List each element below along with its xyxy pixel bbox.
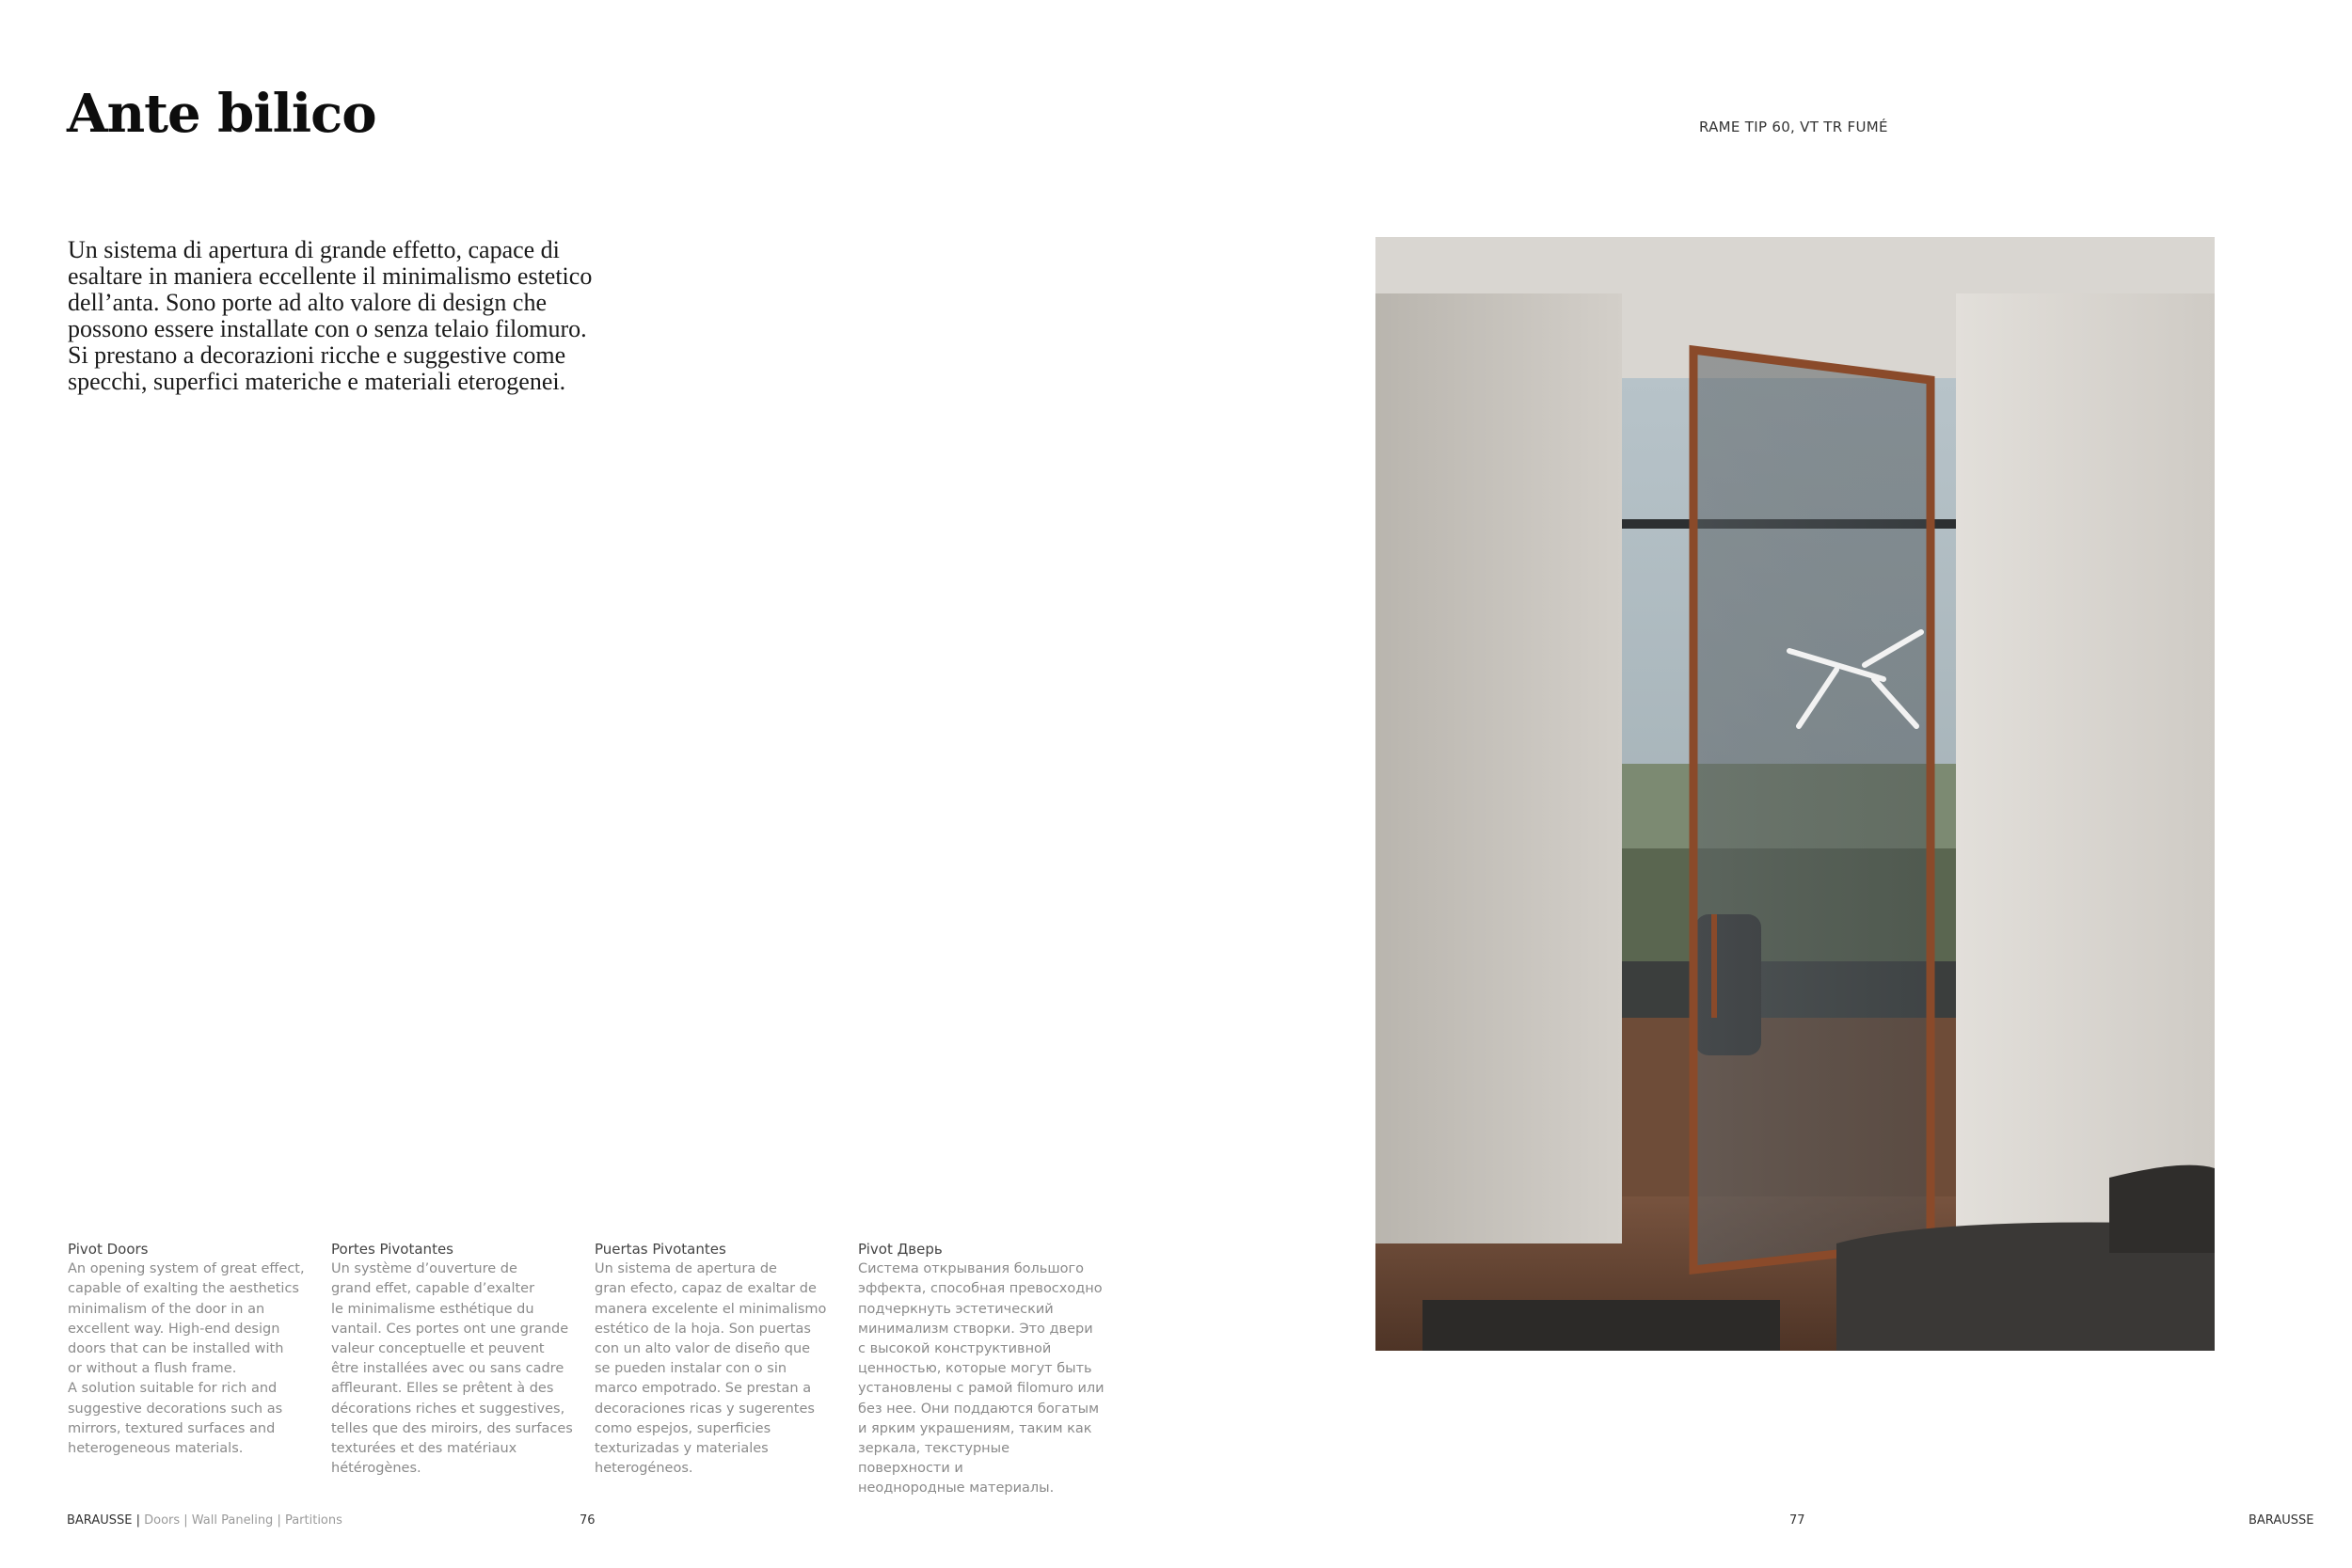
coffee-table: [1422, 1300, 1780, 1351]
column-body: Система открывания большого эффекта, способная превосходно подчеркнуть эстетический минимализм створки. Это двери с высокой конструктивной ценностью, которые могут быть установлены с рамой filomuro или без нее. Они поддаются богатым и ярким украшениям, таким как зеркала, текстурные поверхности и неоднородные материалы.: [858, 1261, 1104, 1497]
translation-column-es: [595, 1240, 841, 1479]
footer-brand: BARAUSSE: [67, 1513, 133, 1528]
right-wall: [1956, 293, 2215, 1243]
product-photo: [1375, 237, 2215, 1351]
column-heading: Pivot Дверь: [858, 1241, 943, 1258]
product-caption: RAME TIP 60, VT TR FUMÉ: [1699, 119, 1888, 135]
page-number-left: 76: [580, 1513, 596, 1528]
column-body: Un sistema de apertura de gran efecto, capaz de exaltar de manera excelente el minimalismo estético de la hoja. Son puertas con un alto valor de diseño que se pueden instalar con o sin marco empotrado. Se prestan a decoraciones ricas y sugerentes como espejos, superficies texturizadas y materiales heterogéneos.: [595, 1261, 827, 1477]
footer-left-brand: [67, 1513, 342, 1528]
intro-paragraph: Un sistema di apertura di grande effetto, capace di esaltare in maniera eccellente il minimalismo estetico dell’anta. Sono porte ad alto valore di design che possono essere installate con o senza telaio filomuro. Si prestano a decorazioni ricche e suggestive come specchi, superfici materiche e materiali eterogenei.: [68, 236, 593, 395]
column-body: Un système d’ouverture de grand effet, capable d’exalter le minimalisme esthétique du vantail. Ces portes ont une grande valeur conceptuelle et peuvent être installées avec ou sans cadre affleurant. Elles se prêtent à des décorations riches et suggestives, telles que des miroirs, des surfaces texturées et des matériaux hétérogènes.: [331, 1261, 573, 1477]
column-body: An opening system of great effect, capable of exalting the aesthetics minimalism of the door in an excellent way. High-end design doors that can be installed with or without a flush frame. A solution suitable for rich and suggestive decorations such as mirrors, textured surfaces and heterogeneous materials.: [68, 1261, 305, 1457]
column-heading: Portes Pivotantes: [331, 1241, 453, 1258]
footer-separator: |: [132, 1513, 145, 1528]
footer-sections: Doors | Wall Paneling | Partitions: [144, 1513, 342, 1528]
page-number-right: 77: [1789, 1513, 1805, 1528]
page-title: Ante bilico: [67, 83, 376, 145]
left-wall: [1375, 293, 1622, 1243]
column-heading: Puertas Pivotantes: [595, 1241, 726, 1258]
pivot-door-illustration: [1375, 237, 2215, 1351]
translation-column-ru: [858, 1240, 1104, 1499]
column-heading: Pivot Doors: [68, 1241, 149, 1258]
translation-column-en: [68, 1240, 314, 1459]
glass-panel: [1693, 350, 1931, 1270]
footer-right-brand: BARAUSSE: [2249, 1513, 2314, 1528]
translation-column-fr: [331, 1240, 578, 1479]
